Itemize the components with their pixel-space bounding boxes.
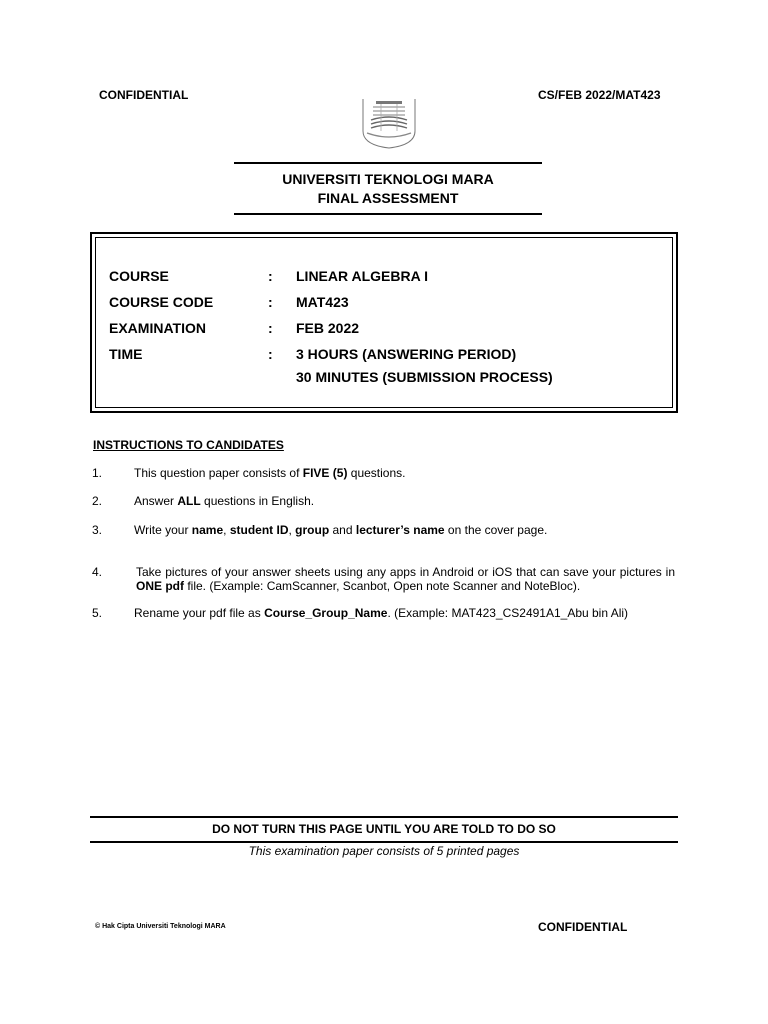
assessment-type: FINAL ASSESSMENT [317, 190, 459, 206]
instruction-1: This question paper consists of FIVE (5) questions. [134, 466, 406, 480]
examination-colon: : [268, 320, 273, 336]
instruction-number: 1. [92, 466, 103, 480]
warning-bottom-rule [90, 841, 678, 843]
warning-top-rule [90, 816, 678, 818]
time-label: TIME [109, 346, 143, 362]
course-code-label: COURSE CODE [109, 294, 214, 310]
university-name: UNIVERSITI TEKNOLOGI MARA [282, 171, 494, 187]
examination-value: FEB 2022 [296, 320, 360, 336]
copyright-notice: © Hak Cipta Universiti Teknologi MARA [95, 923, 226, 930]
course-code-colon: : [268, 294, 273, 310]
instructions-title: INSTRUCTIONS TO CANDIDATES [93, 438, 284, 452]
instruction-number: 5. [92, 606, 103, 620]
instruction-number: 2. [92, 494, 103, 508]
course-value: LINEAR ALGEBRA I [296, 268, 428, 284]
pages-note: This examination paper consists of 5 printed pages [248, 844, 520, 858]
examination-label: EXAMINATION [109, 320, 206, 336]
course-colon: : [268, 268, 273, 284]
footer-confidential: CONFIDENTIAL [538, 920, 628, 934]
course-label: COURSE [109, 268, 169, 284]
header-paper-code: CS/FEB 2022/MAT423 [538, 88, 661, 102]
time-colon: : [268, 346, 273, 362]
instruction-number: 4. [92, 565, 103, 579]
header-confidential: CONFIDENTIAL [99, 88, 189, 102]
time-value-answering: 3 HOURS (ANSWERING PERIOD) [296, 346, 517, 362]
instruction-number: 3. [92, 523, 103, 537]
title-top-rule [234, 162, 542, 164]
do-not-turn-warning: DO NOT TURN THIS PAGE UNTIL YOU ARE TOLD TO DO SO [212, 822, 556, 836]
instruction-4: Take pictures of your answer sheets using any apps in Android or iOS that can save your pictures in ONE pdf file. (Example: CamScanner, Scanbot, Open note Scanner and NoteBloc). [136, 565, 675, 593]
title-bottom-rule [234, 213, 542, 215]
university-logo-icon [359, 93, 419, 149]
time-value-submission: 30 MINUTES (SUBMISSION PROCESS) [296, 369, 553, 385]
instruction-2: Answer ALL questions in English. [134, 494, 315, 508]
course-code-value: MAT423 [296, 294, 349, 310]
instruction-3: Write your name, student ID, group and lecturer’s name on the cover page. [134, 523, 548, 537]
instruction-5: Rename your pdf file as Course_Group_Name. (Example: MAT423_CS2491A1_Abu bin Ali) [134, 606, 629, 620]
